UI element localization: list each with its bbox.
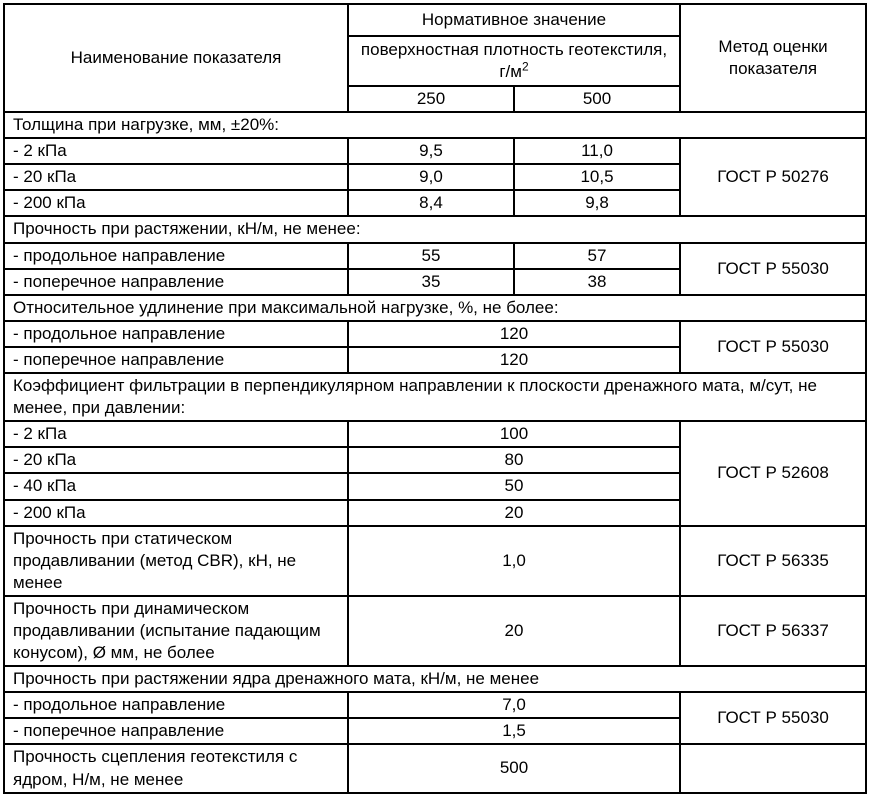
value-cell-merged: 7,0 <box>348 692 680 718</box>
method-cell: ГОСТ Р 55030 <box>680 692 866 744</box>
value-cell-merged: 80 <box>348 447 680 473</box>
value-cell-merged: 120 <box>348 321 680 347</box>
value-cell-250: 35 <box>348 269 514 295</box>
geotextile-spec-table <box>3 3 867 794</box>
value-cell-merged: 100 <box>348 421 680 447</box>
method-cell: ГОСТ Р 55030 <box>680 321 866 373</box>
header-name-cell: Наименование показателя <box>4 4 348 112</box>
row-label-cell: - 2 кПа <box>4 421 348 447</box>
value-cell-merged: 50 <box>348 473 680 499</box>
row-label-cell: - поперечное направление <box>4 269 348 295</box>
table-row-static-puncture <box>4 526 866 596</box>
value-cell-merged: 20 <box>348 596 680 666</box>
value-cell-500: 11,0 <box>514 138 680 164</box>
density-label: поверхностная плотность геотекстиля, г/м <box>360 39 668 81</box>
value-cell-250: 9,0 <box>348 164 514 190</box>
method-cell: ГОСТ Р 55030 <box>680 243 866 295</box>
row-label-cell: - 40 кПа <box>4 473 348 499</box>
header-method-cell: Метод оценки показателя <box>680 4 866 112</box>
section-title-cell: Относительное удлинение при максимальной нагрузке, %, не более: <box>4 295 866 321</box>
value-cell-250: 9,5 <box>348 138 514 164</box>
row-label-cell: - продольное направление <box>4 692 348 718</box>
table-row <box>4 692 866 718</box>
method-cell: ГОСТ Р 50276 <box>680 138 866 216</box>
value-cell-merged: 1,0 <box>348 526 680 596</box>
value-cell-250: 55 <box>348 243 514 269</box>
table-row <box>4 243 866 269</box>
row-label-cell: - продольное направление <box>4 321 348 347</box>
row-label-cell: Прочность при статическом продавливании (метод CBR), кН, не менее <box>4 526 348 596</box>
value-cell-merged: 20 <box>348 500 680 526</box>
value-cell-500: 10,5 <box>514 164 680 190</box>
value-cell-500: 38 <box>514 269 680 295</box>
header-normative-cell: Нормативное значение <box>348 4 680 36</box>
section-title-cell: Прочность при растяжении, кН/м, не менее: <box>4 216 866 242</box>
row-label-cell: - 200 кПа <box>4 500 348 526</box>
section-row-tensile <box>4 216 866 242</box>
row-label-cell: - 20 кПа <box>4 164 348 190</box>
value-cell-merged: 1,5 <box>348 718 680 744</box>
table-row <box>4 138 866 164</box>
section-row-thickness <box>4 112 866 138</box>
density-superscript: 2 <box>521 59 529 74</box>
row-label-cell: - поперечное направление <box>4 718 348 744</box>
section-title-cell: Прочность при растяжении ядра дренажного мата, кН/м, не менее <box>4 666 866 692</box>
row-label-cell: Прочность сцепления геотекстиля с ядром, Н/м, не менее <box>4 744 348 792</box>
row-label-cell: Прочность при динамическом продавливании (испытание падающим конусом), Ø мм, не более <box>4 596 348 666</box>
section-row-filtration <box>4 373 866 421</box>
row-label-cell: - продольное направление <box>4 243 348 269</box>
section-title-cell: Толщина при нагрузке, мм, ±20%: <box>4 112 866 138</box>
row-label-cell: - 2 кПа <box>4 138 348 164</box>
table-row-adhesion <box>4 744 866 792</box>
table-row <box>4 421 866 447</box>
row-label-cell: - поперечное направление <box>4 347 348 373</box>
method-cell-empty <box>680 744 866 792</box>
header-250-cell: 250 <box>348 86 514 112</box>
value-cell-500: 57 <box>514 243 680 269</box>
header-density-cell <box>348 36 680 86</box>
method-cell: ГОСТ Р 56337 <box>680 596 866 666</box>
header-500-cell: 500 <box>514 86 680 112</box>
table-row-dynamic-puncture <box>4 596 866 666</box>
section-row-elongation <box>4 295 866 321</box>
value-cell-merged: 500 <box>348 744 680 792</box>
section-row-core-tensile <box>4 666 866 692</box>
row-label-cell: - 20 кПа <box>4 447 348 473</box>
method-cell: ГОСТ Р 52608 <box>680 421 866 525</box>
row-label-cell: - 200 кПа <box>4 190 348 216</box>
value-cell-500: 9,8 <box>514 190 680 216</box>
value-cell-250: 8,4 <box>348 190 514 216</box>
method-cell: ГОСТ Р 56335 <box>680 526 866 596</box>
section-title-cell: Коэффициент фильтрации в перпендикулярном направлении к плоскости дренажного мата, м/сут, не менее, при давлении: <box>4 373 866 421</box>
value-cell-merged: 120 <box>348 347 680 373</box>
header-row-1 <box>4 4 866 36</box>
table-row <box>4 321 866 347</box>
